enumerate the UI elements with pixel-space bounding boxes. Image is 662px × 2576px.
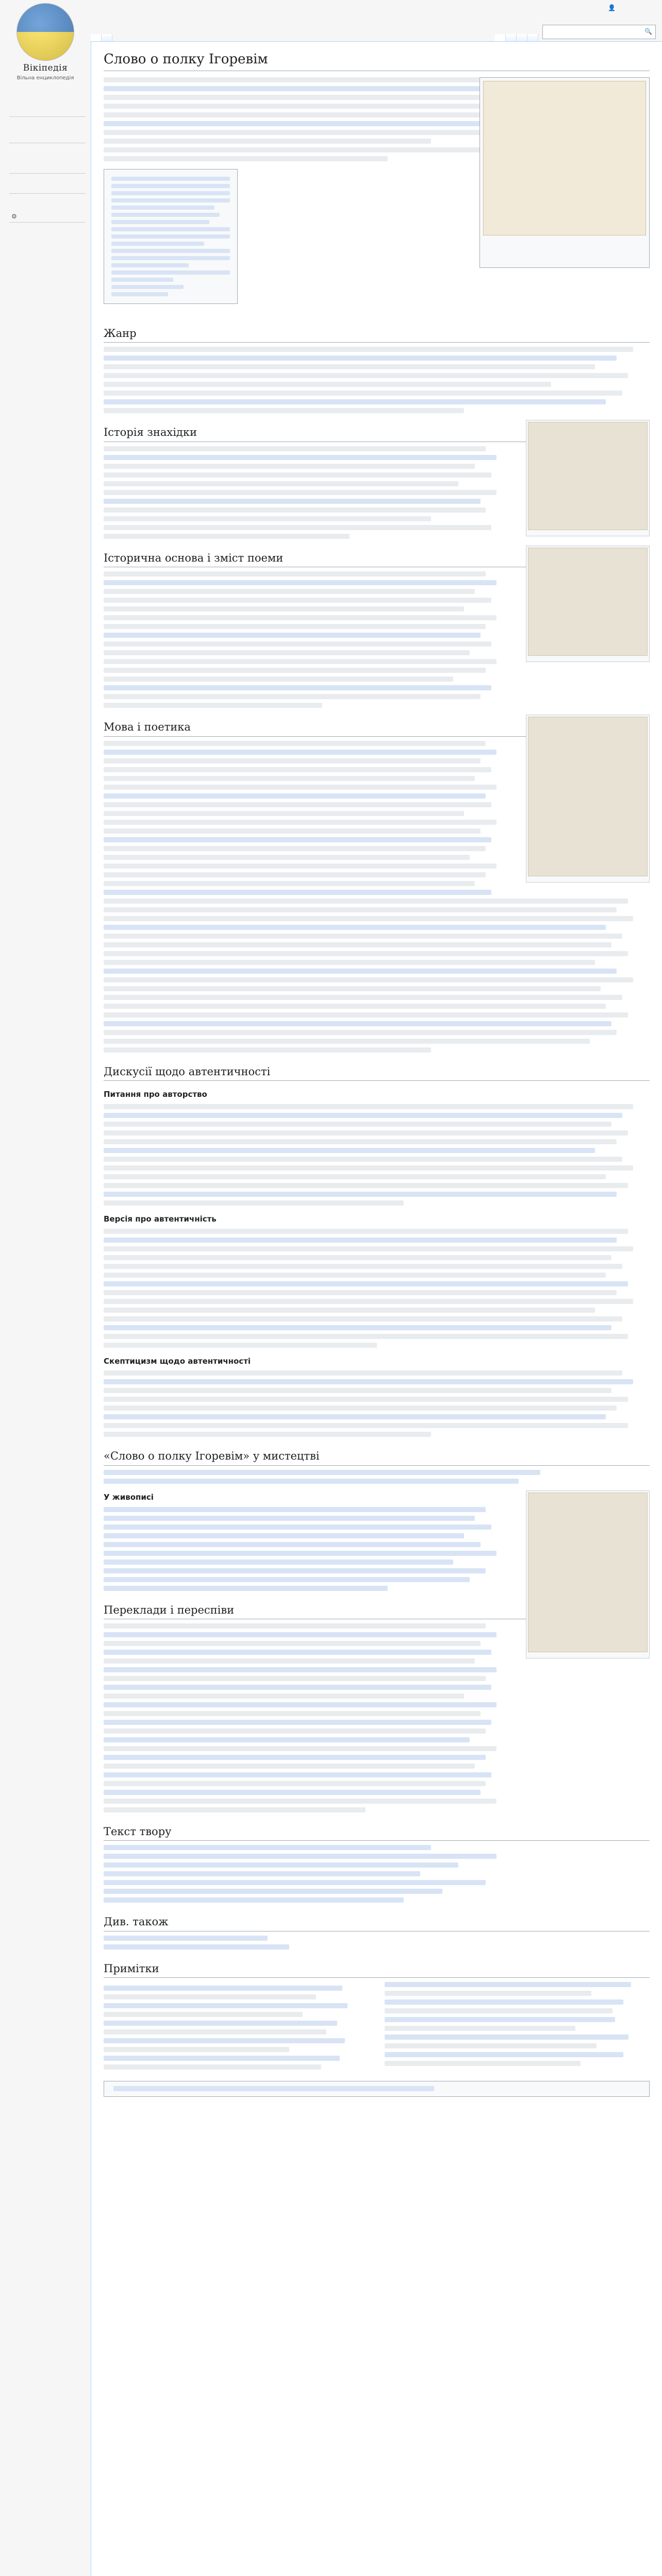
more-languages-link[interactable] xyxy=(7,246,86,248)
gear-icon[interactable]: ⚙ xyxy=(11,213,17,220)
tab-edit-source[interactable] xyxy=(517,34,527,41)
image-caption xyxy=(528,530,648,534)
article-content xyxy=(91,41,662,2576)
page-tabs xyxy=(91,21,662,41)
section-title: Мова і поетика xyxy=(104,721,191,734)
section-title: Див. також xyxy=(104,1916,169,1928)
infobox-table xyxy=(483,240,646,255)
section-heading xyxy=(104,1448,650,1465)
infobox-row xyxy=(483,252,646,255)
section-body xyxy=(104,1845,650,1903)
section-heading xyxy=(104,1914,650,1931)
section-title: Текст твору xyxy=(104,1825,172,1838)
sidebar-heading xyxy=(9,142,86,143)
wikipedia-logo[interactable] xyxy=(4,3,87,80)
section-heading xyxy=(104,1064,650,1081)
sidebar-main-nav xyxy=(0,90,91,106)
subsection-title: Версія про автентичність xyxy=(104,1214,217,1224)
section-heading xyxy=(104,326,650,343)
section-title: Примітки xyxy=(104,1962,159,1975)
subsection-title: У живописі xyxy=(104,1492,154,1502)
image-caption xyxy=(528,876,648,880)
image-thumbnail[interactable] xyxy=(526,715,650,883)
sidebar-tools xyxy=(0,142,91,163)
section-body xyxy=(104,1370,650,1437)
sidebar-heading xyxy=(9,212,86,223)
tab-edit[interactable] xyxy=(506,34,517,41)
section-title: «Слово о полку Ігоревім» у мистецтві xyxy=(104,1450,320,1463)
tab-history[interactable] xyxy=(527,34,538,41)
sidebar-item[interactable] xyxy=(7,104,86,106)
subsection-title: Питання про авторство xyxy=(104,1090,207,1099)
subsection-title: Скептицизм щодо автентичності xyxy=(104,1356,251,1366)
infobox-value xyxy=(548,252,646,255)
image-thumbnail[interactable] xyxy=(526,420,650,536)
infobox-key xyxy=(483,252,548,255)
tab-read[interactable] xyxy=(495,34,506,41)
see-also-list xyxy=(104,1936,650,1950)
section-body xyxy=(104,1470,650,1484)
map-image[interactable] xyxy=(528,548,648,656)
sidebar-other-projects xyxy=(0,192,91,203)
sidebar-item[interactable] xyxy=(7,181,86,183)
sidebar-item[interactable] xyxy=(7,201,86,203)
logo-name: Вікіпедія xyxy=(23,63,68,73)
section-title: Жанр xyxy=(104,327,137,340)
sidebar-print xyxy=(0,172,91,183)
infobox-links xyxy=(483,258,646,264)
subsection-heading xyxy=(104,1214,650,1225)
sidebar-item[interactable] xyxy=(7,130,86,132)
manuscript-image[interactable] xyxy=(528,422,648,530)
tab-talk[interactable] xyxy=(102,34,112,41)
subsection-heading xyxy=(104,1089,650,1100)
sidebar-heading xyxy=(9,115,86,117)
infobox xyxy=(479,77,650,268)
globe-icon xyxy=(16,3,74,61)
subsection-heading xyxy=(104,1356,650,1367)
sidebar-languages xyxy=(0,212,91,248)
logo-tagline: Вільна енциклопедія xyxy=(16,75,74,81)
search-icon[interactable]: 🔍 xyxy=(644,28,652,36)
user-icon: 👤 xyxy=(608,4,616,12)
section-title: Історія знахідки xyxy=(104,426,197,439)
personal-tools xyxy=(93,0,662,16)
sidebar-heading xyxy=(9,172,86,174)
painting-image[interactable] xyxy=(528,717,648,876)
tab-article[interactable] xyxy=(91,34,102,41)
image-thumbnail[interactable] xyxy=(526,1490,650,1658)
infobox-link[interactable] xyxy=(483,262,646,264)
search-box[interactable] xyxy=(542,25,656,39)
image-caption xyxy=(528,656,648,660)
sidebar-interaction xyxy=(0,115,91,132)
categories-box xyxy=(104,2081,650,2097)
page-title: Слово о полку Ігоревім xyxy=(104,50,650,71)
section-title: Дискусії щодо автентичності xyxy=(104,1065,271,1078)
sidebar-heading xyxy=(9,192,86,194)
image-caption xyxy=(528,1652,648,1656)
table-of-contents xyxy=(104,169,238,304)
section-title: Переклади і переспіви xyxy=(104,1603,235,1616)
section-title: Історична основа і зміст поеми xyxy=(104,551,284,564)
sidebar xyxy=(0,0,91,2576)
section-heading xyxy=(104,1961,650,1978)
image-thumbnail[interactable] xyxy=(526,546,650,662)
illustration-image[interactable] xyxy=(528,1493,648,1652)
section-heading xyxy=(104,1824,650,1841)
references-list xyxy=(104,1982,650,2072)
section-body xyxy=(104,347,650,413)
title-page-image[interactable] xyxy=(483,81,646,235)
section-body xyxy=(104,1229,650,1348)
sidebar-item[interactable] xyxy=(7,161,86,163)
section-body xyxy=(104,1104,650,1206)
